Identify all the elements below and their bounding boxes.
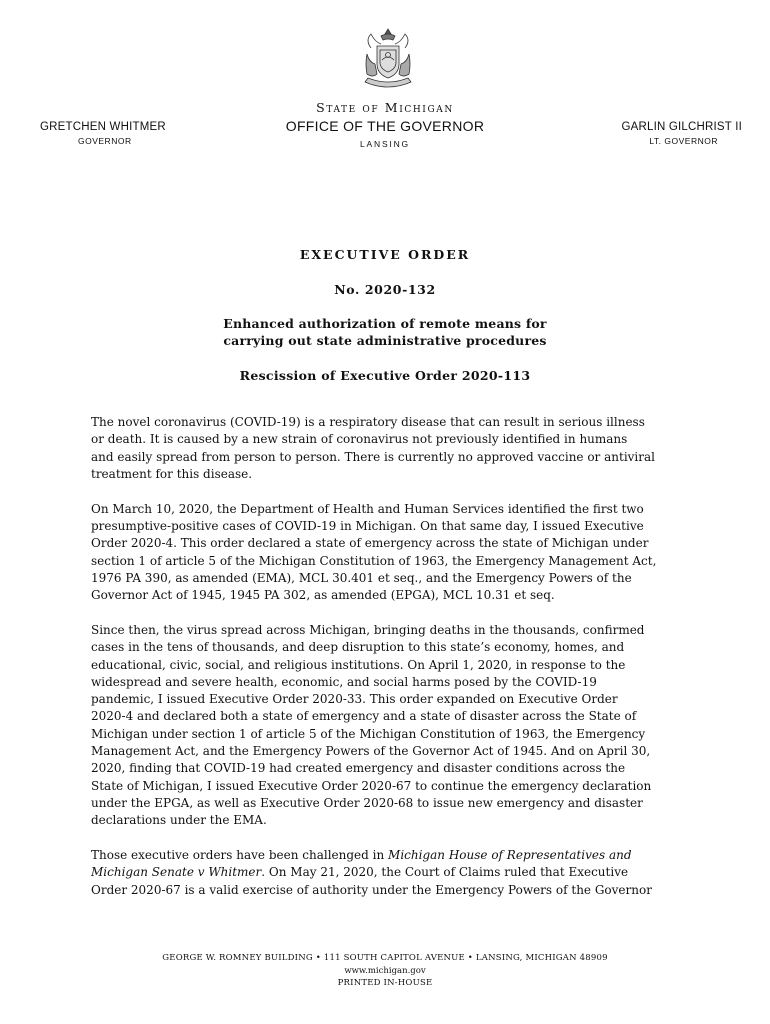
text-line: The novel coronavirus (COVID-19) is a respiratory disease that can result in serious illness xyxy=(91,415,645,429)
text-line: pandemic, I issued Executive Order 2020-33. This order expanded on Executive Order xyxy=(91,692,618,707)
text-line: under the EPGA, as well as Executive Order 2020-68 to issue new emergency and disaster xyxy=(91,795,643,810)
text-line: On March 10, 2020, the Department of Health and Human Services identified the first two xyxy=(91,501,644,516)
paragraph-3 xyxy=(91,622,691,830)
case-name-italic: Michigan Senate v Whitmer xyxy=(91,865,262,880)
text-line: or death. It is caused by a new strain of coronavirus not previously identified in humans xyxy=(91,432,628,447)
text-line xyxy=(91,864,691,881)
office-title: OFFICE OF THE GOVERNOR xyxy=(285,118,485,134)
text-line: State of Michigan, I issued Executive Order 2020-67 to continue the emergency declaration xyxy=(91,778,652,793)
text-line: 2020-4 and declared both a state of emergency and a state of disaster across the State of xyxy=(91,709,637,724)
governor-title: GOVERNOR xyxy=(78,136,132,146)
text-line: treatment for this disease. xyxy=(91,466,253,481)
text-line: 1976 PA 390, as amended (EMA), MCL 30.401 et seq., and the Emergency Powers of the xyxy=(91,570,632,585)
footer-address: GEORGE W. ROMNEY BUILDING • 111 SOUTH CAPITOL AVENUE • LANSING, MICHIGAN 48909 xyxy=(162,953,608,963)
text-line: Order 2020-67 is a valid exercise of authority under the Emergency Powers of the Governor xyxy=(91,882,652,897)
text-segment: . On May 21, 2020, the Court of Claims ruled that Executive xyxy=(261,865,629,880)
order-type-heading: EXECUTIVE ORDER xyxy=(299,247,471,262)
text-line: cases in the tens of thousands, and deep disruption to this state’s economy, homes, and xyxy=(91,640,625,655)
governor-name: GRETCHEN WHITMER xyxy=(40,121,166,133)
text-line: declarations under the EMA. xyxy=(91,813,267,828)
order-subtitle-line-2: carrying out state administrative procedures xyxy=(223,333,547,348)
footer-printed: PRINTED IN-HOUSE xyxy=(337,978,433,988)
case-name-italic: Michigan House of Representatives and xyxy=(388,848,632,863)
paragraph-2 xyxy=(91,501,691,605)
paragraph-1 xyxy=(91,414,691,483)
order-body xyxy=(91,414,691,916)
text-line: section 1 of article 5 of the Michigan Constitution of 1963, the Emergency Management Act, xyxy=(91,553,657,568)
text-line: and easily spread from person to person. There is currently no approved vaccine or antiviral xyxy=(91,449,655,464)
michigan-state-seal-icon xyxy=(357,26,419,92)
rescission-heading: Rescission of Executive Order 2020-113 xyxy=(239,368,531,383)
text-line xyxy=(91,847,691,864)
text-line: Governor Act of 1945, 1945 PA 302, as amended (EPGA), MCL 10.31 et seq. xyxy=(91,588,555,603)
lt-governor-name: GARLIN GILCHRIST II xyxy=(621,121,742,133)
paragraph-4 xyxy=(91,847,691,899)
text-line: Since then, the virus spread across Michigan, bringing deaths in the thousands, confirmed xyxy=(91,622,645,637)
order-number: No. 2020-132 xyxy=(334,282,436,297)
order-subtitle-line-1: Enhanced authorization of remote means for xyxy=(223,316,547,331)
text-line: educational, civic, social, and religious institutions. On April 1, 2020, in response to the xyxy=(91,657,626,672)
text-line: 2020, finding that COVID-19 had created emergency and disaster conditions across the xyxy=(91,761,626,776)
footer-website: www.michigan.gov xyxy=(344,966,426,976)
text-line: Management Act, and the Emergency Powers of the Governor Act of 1945. And on April 30, xyxy=(91,744,651,759)
text-line: Order 2020-4. This order declared a state of emergency across the state of Michigan under xyxy=(91,536,649,551)
lt-governor-title: LT. GOVERNOR xyxy=(649,136,718,146)
city-name: LANSING xyxy=(360,139,410,149)
text-line: Michigan under section 1 of article 5 of the Michigan Constitution of 1963, the Emergency xyxy=(91,726,646,741)
text-segment: Those executive orders have been challenged in xyxy=(91,848,389,863)
state-title: State of Michigan xyxy=(316,100,454,115)
text-line: presumptive-positive cases of COVID-19 in Michigan. On that same day, I issued Executive xyxy=(91,518,644,533)
text-line: widespread and severe health, economic, and social harms posed by the COVID-19 xyxy=(91,674,597,689)
